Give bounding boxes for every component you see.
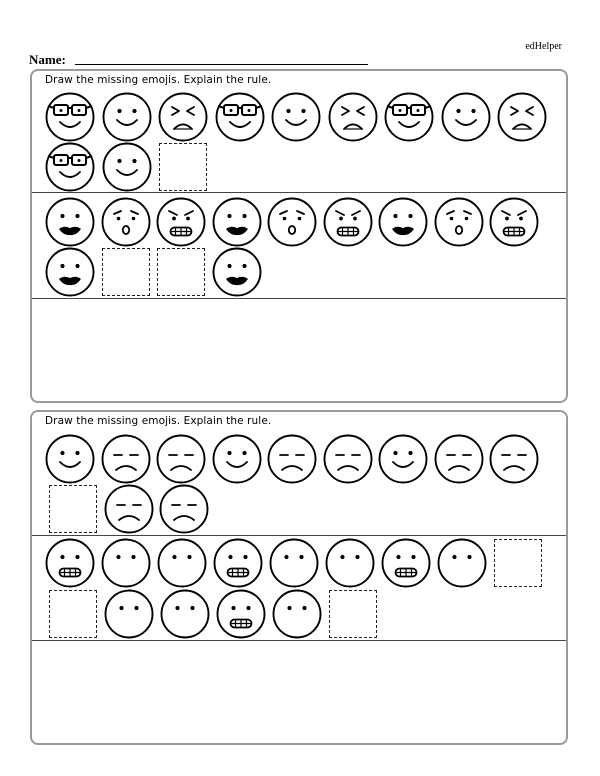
brand-label: edHelper [525, 41, 562, 52]
neutral-face-emoji-icon [272, 589, 322, 639]
lips-emoji-icon [378, 197, 428, 247]
squint-frown-emoji-icon [328, 92, 378, 142]
smile-emoji-icon [271, 92, 321, 142]
teeth-emoji-icon [213, 538, 263, 588]
angry-teeth-emoji-icon [489, 197, 539, 247]
missing-emoji-box[interactable] [102, 248, 150, 296]
neutral-face-emoji-icon [160, 589, 210, 639]
glasses-smile-emoji-icon [45, 142, 95, 192]
glasses-smile-emoji-icon [45, 92, 95, 142]
lips-emoji-icon [45, 247, 95, 297]
missing-emoji-box[interactable] [494, 539, 542, 587]
instruction-text: Draw the missing emojis. Explain the rule. [45, 74, 272, 86]
instruction-text: Draw the missing emojis. Explain the rule. [45, 415, 272, 427]
teeth-emoji-icon [216, 589, 266, 639]
neutral-face-emoji-icon [101, 538, 151, 588]
teeth-emoji-icon [45, 538, 95, 588]
glasses-smile-emoji-icon [215, 92, 265, 142]
neutral-face-emoji-icon [157, 538, 207, 588]
frown-emoji-icon [434, 434, 484, 484]
frown-emoji-icon [156, 434, 206, 484]
lips-emoji-icon [212, 197, 262, 247]
answer-writing-area[interactable] [32, 641, 566, 741]
frown-emoji-icon [101, 434, 151, 484]
neutral-face-emoji-icon [269, 538, 319, 588]
angry-teeth-emoji-icon [323, 197, 373, 247]
name-label: Name: [29, 52, 66, 67]
squint-frown-emoji-icon [497, 92, 547, 142]
missing-emoji-box[interactable] [329, 590, 377, 638]
surprised-emoji-icon [434, 197, 484, 247]
squint-frown-emoji-icon [158, 92, 208, 142]
teeth-emoji-icon [381, 538, 431, 588]
glasses-smile-emoji-icon [384, 92, 434, 142]
missing-emoji-box[interactable] [49, 590, 97, 638]
exercise-panel-2 [30, 410, 568, 745]
missing-emoji-box[interactable] [49, 485, 97, 533]
surprised-emoji-icon [101, 197, 151, 247]
smile-emoji-icon [378, 434, 428, 484]
neutral-face-emoji-icon [325, 538, 375, 588]
name-input-line[interactable] [75, 64, 368, 65]
frown-emoji-icon [323, 434, 373, 484]
smile-emoji-icon [212, 434, 262, 484]
row-divider [32, 192, 566, 193]
row-divider [32, 535, 566, 536]
lips-emoji-icon [45, 197, 95, 247]
answer-writing-area[interactable] [32, 299, 566, 399]
lips-emoji-icon [212, 247, 262, 297]
neutral-face-emoji-icon [104, 589, 154, 639]
missing-emoji-box[interactable] [159, 143, 207, 191]
surprised-emoji-icon [267, 197, 317, 247]
smile-emoji-icon [441, 92, 491, 142]
frown-emoji-icon [489, 434, 539, 484]
smile-emoji-icon [102, 142, 152, 192]
neutral-face-emoji-icon [437, 538, 487, 588]
angry-teeth-emoji-icon [156, 197, 206, 247]
frown-emoji-icon [159, 484, 209, 534]
smile-emoji-icon [102, 92, 152, 142]
missing-emoji-box[interactable] [157, 248, 205, 296]
frown-emoji-icon [267, 434, 317, 484]
frown-emoji-icon [104, 484, 154, 534]
smile-emoji-icon [45, 434, 95, 484]
exercise-panel-1 [30, 69, 568, 403]
